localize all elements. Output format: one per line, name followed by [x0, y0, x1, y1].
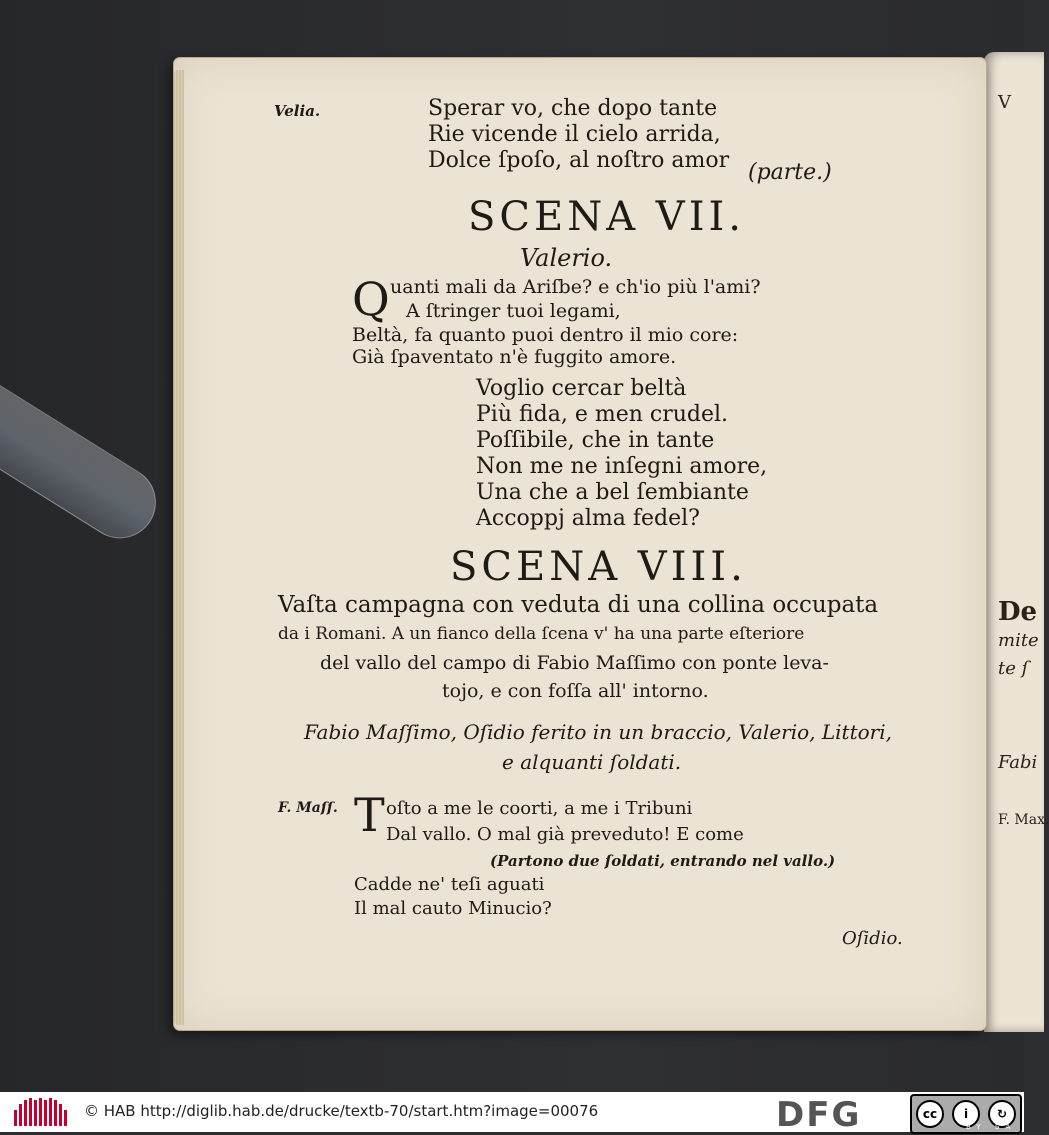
verse-line: Dal vallo. O mal già preveduto! E come — [386, 824, 744, 845]
speaker-velia: Velia. — [274, 102, 321, 120]
next-page-fragment: te ſ — [998, 658, 1029, 679]
song-line: Voglio cercar beltà — [476, 376, 687, 401]
stage-direction: (Partono due ſoldati, entrando nel vallo.) — [490, 852, 836, 870]
verse-line: Sperar vo, che dopo tante — [428, 96, 718, 121]
book-page — [174, 58, 986, 1030]
verse-line: uanti mali da Ariſbe? e ch'io più l'ami? — [390, 276, 761, 298]
song-line: Più fida, e men crudel. — [476, 402, 729, 427]
character-list-line: Fabio Maſſimo, Oſidio ferito in un braccio, Valerio, Littori, — [304, 720, 892, 744]
scene-setting-line: tojo, e con foſſa all' intorno. — [442, 680, 709, 702]
song-line: Accoppj alma fedel? — [476, 506, 700, 531]
catchword: Oſidio. — [842, 928, 903, 949]
next-page-fragment: De — [998, 597, 1038, 627]
scene-setting-line: del vallo del campo di Fabio Maſſimo con ponte leva- — [320, 652, 829, 674]
verse-line: Beltà, fa quanto puoi dentro il mio core: — [352, 324, 739, 346]
verse-line: Rie vicende il cielo arrida, — [428, 122, 721, 147]
verse-line: Il mal cauto Minucio? — [354, 898, 552, 919]
scene-title: SCENA VIII. — [450, 544, 747, 590]
verse-line: A ſtringer tuoi legami, — [406, 300, 621, 322]
cc-icon: cc — [916, 1100, 944, 1128]
scene-title: SCENA VII. — [468, 194, 746, 240]
song-line: Una che a bel ſembiante — [476, 480, 749, 505]
song-line: Poſſibile, che in tante — [476, 428, 715, 453]
verse-line: oſto a me le coorti, a me i Tribuni — [386, 798, 693, 819]
verse-line: Dolce ſpoſo, al noſtro amor — [428, 148, 730, 173]
next-page-fragment: mite — [998, 630, 1039, 651]
scene-setting-line: da i Romani. A un fianco della ſcena v' ha una parte eſteriore — [278, 624, 805, 644]
character-list-line: e alquanti ſoldati. — [502, 750, 682, 774]
verse-line: Cadde ne' teſi aguati — [354, 874, 545, 895]
verse-line: Già ſpaventato n'è fuggito amore. — [352, 346, 677, 368]
cc-tags — [966, 1123, 1016, 1131]
speaker-fabio: F. Maſſ. — [278, 800, 338, 816]
next-page-fragment: Fabi — [998, 752, 1038, 773]
footer-bar — [0, 1092, 1024, 1135]
by-person-icon: i — [952, 1100, 980, 1128]
next-page-edge — [984, 52, 1049, 1032]
cc-license-badge[interactable] — [910, 1094, 1022, 1134]
song-line: Non me ne inſegni amore, — [476, 454, 768, 479]
scene-setting-line: Vaſta campagna con veduta di una collina occupata — [278, 592, 879, 618]
drop-capital: Q — [352, 272, 390, 326]
dfg-logo: DFG — [776, 1095, 862, 1135]
next-page-fragment: F. Max. — [998, 812, 1049, 828]
cc-sa-label: SA — [994, 1123, 1017, 1131]
stage-direction: (parte.) — [748, 160, 832, 185]
drop-capital: T — [354, 788, 385, 842]
next-page-fragment: V — [998, 92, 1011, 113]
source-url[interactable]: © HAB http://diglib.hab.de/drucke/textb-70/start.htm?image=00076 — [84, 1102, 599, 1120]
hab-logo-icon — [14, 1098, 68, 1126]
sa-share-icon: ↻ — [988, 1100, 1016, 1128]
scene-character: Valerio. — [520, 244, 613, 272]
cc-by-label: BY — [966, 1123, 987, 1131]
